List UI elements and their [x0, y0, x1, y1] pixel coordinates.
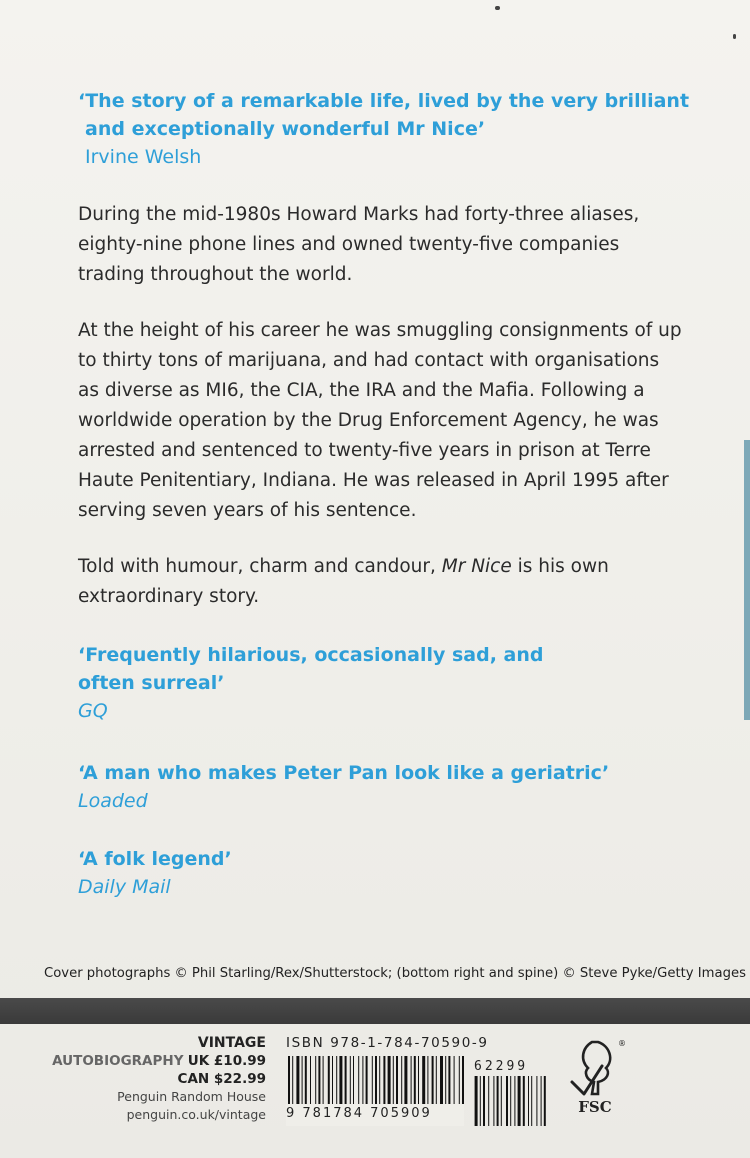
- quote-line: ‘The story of a remarkable life, lived by the very brilliant: [78, 90, 690, 112]
- blurb-text: is his own: [511, 556, 609, 577]
- surface-speck: [495, 6, 500, 10]
- barcode-addon-bar: [536, 1076, 537, 1126]
- barcode-addon-bar: [475, 1076, 478, 1126]
- barcode-addon-bar: [514, 1076, 515, 1126]
- blurb-line: as diverse as MI6, the CIA, the IRA and the Mafia. Following a: [78, 380, 645, 401]
- isbn-label: ISBN 978-1-784-70590-9: [286, 1035, 489, 1051]
- dark-band: [0, 998, 750, 1024]
- publisher-name: VINTAGE: [197, 1035, 266, 1051]
- blurb-line: Haute Penitentiary, Indiana. He was released in April 1995 after: [78, 470, 669, 491]
- blurb-paragraph-1: [78, 200, 718, 290]
- quote-source: GQ: [78, 700, 108, 722]
- surface-speck: [733, 34, 736, 39]
- barcode-addon-bar: [488, 1076, 489, 1126]
- blurb-line: eighty-nine phone lines and owned twenty-five companies: [78, 234, 620, 255]
- blurb-line: worldwide operation by the Drug Enforcement Agency, he was: [78, 410, 659, 431]
- barcode-digits: 9 781784 705909: [286, 1106, 432, 1121]
- barcode-addon-bar: [506, 1076, 508, 1126]
- barcode-addon-bar: [523, 1076, 525, 1126]
- price-can: CAN $22.99: [177, 1071, 266, 1087]
- barcode-addon-bar: [493, 1076, 494, 1126]
- photo-credit: Cover photographs © Phil Starling/Rex/Shutterstock; (bottom right and spine) © Steve Pyke/Getty Images: [44, 966, 746, 981]
- blurb-line: serving seven years of his sentence.: [78, 500, 417, 521]
- blurb-line: At the height of his career he was smuggling consignments of up: [78, 320, 682, 341]
- barcode-addon-bar: [483, 1076, 485, 1126]
- quote-line: ‘Frequently hilarious, occasionally sad, and: [78, 644, 544, 666]
- quote-line: ‘A folk legend’: [78, 848, 232, 870]
- blurb-line: During the mid-1980s Howard Marks had forty-three aliases,: [78, 204, 640, 225]
- quote-loaded: [78, 759, 609, 815]
- blurb-paragraph-3: [78, 552, 718, 612]
- blurb-line: trading throughout the world.: [78, 264, 353, 285]
- quote-source: Loaded: [78, 790, 148, 812]
- book-title: Mr Nice: [441, 556, 512, 577]
- fsc-tree-check-icon: [562, 1036, 628, 1116]
- price-uk: UK £10.99: [187, 1053, 266, 1069]
- fsc-label: FSC: [578, 1098, 612, 1116]
- blurb-paragraph-2: [78, 316, 718, 526]
- barcode-addon-bar: [531, 1076, 532, 1126]
- barcode-addon-bar: [510, 1076, 511, 1126]
- registered-mark: ®: [618, 1039, 626, 1048]
- blurb-line: to thirty tons of marijuana, and had contact with organisations: [78, 350, 660, 371]
- publisher-house: Penguin Random House: [117, 1089, 266, 1104]
- blurb-line: arrested and sentenced to twenty-five years in prison at Terre: [78, 440, 651, 461]
- quote-gq: [78, 641, 544, 725]
- quote-source: Irvine Welsh: [85, 146, 202, 168]
- quote-source: Daily Mail: [78, 876, 171, 898]
- price-code: 62299: [474, 1059, 529, 1074]
- imprint-block: [52, 1034, 266, 1124]
- barcode-addon-bar: [480, 1076, 481, 1126]
- blurb-text: Told with humour, charm and candour,: [78, 556, 442, 577]
- publisher-url: penguin.co.uk/vintage: [126, 1107, 266, 1122]
- barcode-addon-bar: [541, 1076, 542, 1126]
- cover-edge-strip: [744, 440, 750, 720]
- quote-line: and exceptionally wonderful Mr Nice’: [85, 118, 486, 140]
- quote-line: ‘A man who makes Peter Pan look like a geriatric’: [78, 762, 610, 784]
- genre-label: AUTOBIOGRAPHY: [52, 1053, 184, 1069]
- barcode-addon-bar: [518, 1076, 521, 1126]
- barcode-addon-bar: [501, 1076, 502, 1126]
- barcode-addon-bar: [544, 1076, 546, 1126]
- barcode-addon-bar: [528, 1076, 529, 1126]
- quote-daily-mail: [78, 845, 232, 901]
- blurb-line: extraordinary story.: [78, 586, 260, 607]
- barcode-addon-bar: [497, 1076, 499, 1126]
- quote-line: often surreal’: [78, 672, 225, 694]
- quote-irvine-welsh: [78, 87, 689, 171]
